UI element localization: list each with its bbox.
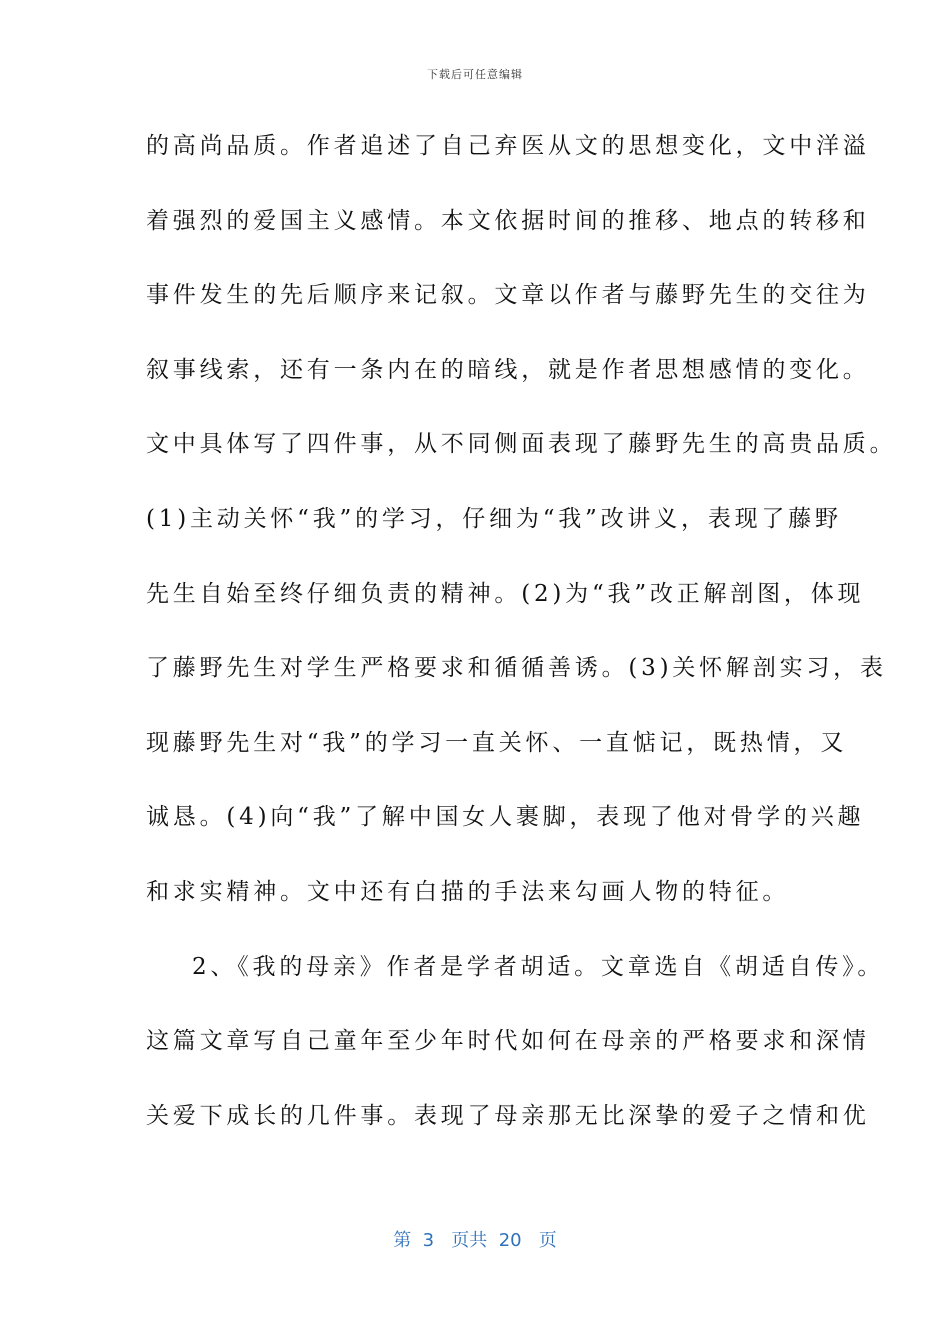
document-body — [146, 128, 897, 1172]
text-line: 的高尚品质。作者追述了自己弃医从文的思想变化，文中洋溢 — [146, 133, 870, 159]
text-line: (1)主动关怀“我”的学习，仔细为“我”改讲义，表现了藤野 — [146, 505, 842, 532]
text-line: 和求实精神。文中还有白描的手法来勾画人物的特征。 — [146, 878, 790, 905]
text-line: 事件发生的先后顺序来记叙。文章以作者与藤野先生的交往为 — [146, 282, 870, 309]
paragraph-start-line: 2、《我的母亲》作者是学者胡适。文章选自《胡适自传》。 — [192, 953, 885, 980]
page-footer — [0, 1226, 950, 1252]
footer-middle: 页共 — [451, 1230, 488, 1251]
text-line: 了藤野先生对学生严格要求和循循善诱。(3)关怀解剖实习，表 — [146, 655, 887, 682]
text-line: 这篇文章写自己童年至少年时代如何在母亲的严格要求和深情 — [146, 1028, 870, 1055]
text-line: 叙事线索，还有一条内在的暗线，就是作者思想感情的变化。 — [146, 356, 870, 383]
footer-suffix: 页 — [538, 1230, 557, 1251]
text-line: 现藤野先生对“我”的学习一直关怀、一直惦记，既热情，又 — [146, 729, 848, 756]
total-pages-number: 20 — [498, 1230, 522, 1251]
text-line: 关爱下成长的几件事。表现了母亲那无比深挚的爱子之情和优 — [146, 1102, 870, 1129]
footer-prefix: 第 — [393, 1230, 412, 1251]
current-page-number: 3 — [422, 1230, 435, 1251]
text-line: 着强烈的爱国主义感情。本文依据时间的推移、地点的转移和 — [146, 207, 870, 234]
page-header: 下载后可任意编辑 — [427, 68, 523, 81]
text-line: 先生自始至终仔细负责的精神。(2)为“我”改正解剖图，体现 — [146, 580, 865, 607]
text-line: 文中具体写了四件事，从不同侧面表现了藤野先生的高贵品质。 — [146, 431, 897, 458]
text-line: 诚恳。(4)向“我”了解中国女人裹脚，表现了他对骨学的兴趣 — [146, 804, 865, 831]
